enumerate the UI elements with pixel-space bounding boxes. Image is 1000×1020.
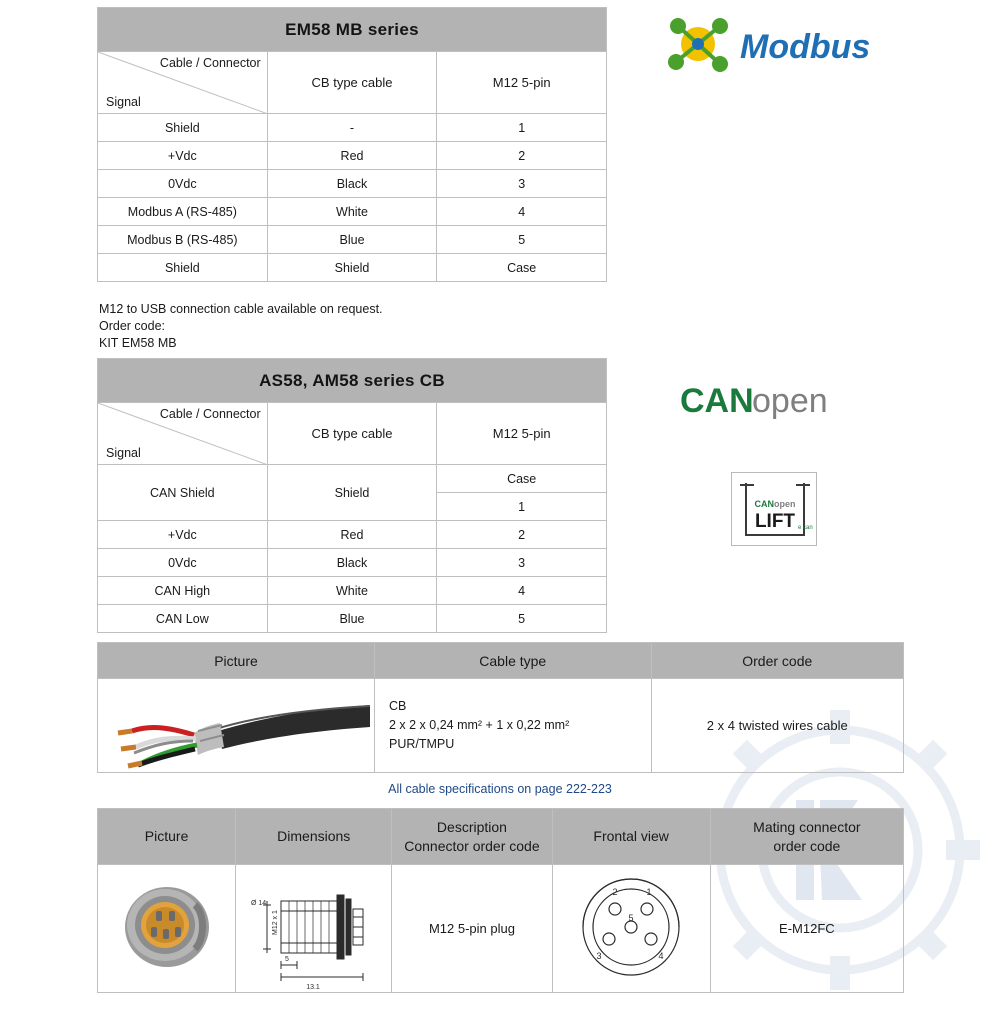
cell-signal: +Vdc <box>98 142 268 170</box>
pin-label-5: 5 <box>628 913 634 923</box>
cable-type-name: CB <box>388 699 407 713</box>
table-row <box>98 254 607 282</box>
cable-spec-reference: All cable specifications on page 222-223 <box>388 782 612 796</box>
connector-description: M12 5-pin plug <box>392 865 552 993</box>
table-row <box>98 465 607 493</box>
cable-type-cell <box>374 679 651 773</box>
svg-text:LIFT: LIFT <box>754 511 796 532</box>
cell-signal: CAN High <box>98 577 268 605</box>
connector-picture-cell <box>98 865 236 993</box>
cable-type-spec: 2 x 2 x 0,24 mm² + 1 x 0,22 mm² <box>388 718 570 732</box>
header-mating-line1: Mating connector <box>753 818 861 835</box>
cell-pin: 5 <box>437 605 607 633</box>
table-row <box>98 170 607 198</box>
cell-pin: 2 <box>437 521 607 549</box>
svg-text:CANopen: CANopen <box>754 499 796 509</box>
header-cb-type-cable: CB type cable <box>267 52 437 114</box>
connector-picture <box>99 865 235 989</box>
pin-label-1: 1 <box>646 887 652 897</box>
table-title-row <box>98 8 607 52</box>
header-mating-connector <box>710 809 903 865</box>
table-row <box>98 226 607 254</box>
note-line-2: Order code: <box>99 319 166 333</box>
cable-order-code: 2 x 4 twisted wires cable <box>651 679 903 773</box>
dimension-len-short-label: 5 <box>284 956 289 963</box>
table-row <box>98 577 607 605</box>
dimension-drawing <box>237 865 391 989</box>
header-description <box>392 809 552 865</box>
connector-table-row <box>98 865 904 993</box>
header-picture: Picture <box>98 809 236 865</box>
diagonal-label-cable-connector: Cable / Connector <box>159 407 261 421</box>
table-title: EM58 MB series <box>98 8 607 52</box>
cell-pin: 3 <box>437 170 607 198</box>
header-m12-5pin: M12 5-pin <box>437 52 607 114</box>
table-header-row <box>98 403 607 465</box>
pin-label-4: 4 <box>658 951 664 961</box>
signal-connector-diagonal-cell <box>98 403 268 465</box>
canopen-logo <box>680 378 880 422</box>
mating-connector-order-code: E-M12FC <box>710 865 903 993</box>
connector-frontal-view-cell <box>552 865 710 993</box>
cell-pin: Case <box>437 465 607 493</box>
dimension-thread-label: M12 x 1 <box>271 910 279 935</box>
header-cb-type-cable: CB type cable <box>267 403 437 465</box>
cell-pin: 5 <box>437 226 607 254</box>
header-m12-5pin: M12 5-pin <box>437 403 607 465</box>
usb-cable-note <box>99 301 383 352</box>
cell-pin: Case <box>437 254 607 282</box>
cell-cable: Red <box>267 521 437 549</box>
cable-picture-cell <box>98 679 375 773</box>
cable-picture <box>98 679 373 769</box>
header-dimensions: Dimensions <box>236 809 392 865</box>
cell-cable: Blue <box>267 226 437 254</box>
cell-pin: 2 <box>437 142 607 170</box>
cell-signal: CAN Low <box>98 605 268 633</box>
dimension-diameter-label: Ø 14 <box>250 900 266 907</box>
pin-label-2: 2 <box>612 887 618 897</box>
table-em58-mb <box>97 7 607 282</box>
header-order-code: Order code <box>651 643 903 679</box>
table-row <box>98 605 607 633</box>
cell-signal: Shield <box>98 114 268 142</box>
cell-cable: - <box>267 114 437 142</box>
table-row <box>98 549 607 577</box>
cell-pin: 3 <box>437 549 607 577</box>
cell-signal: CAN Shield <box>98 465 268 521</box>
connector-table-header-row <box>98 809 904 865</box>
cell-pin: 1 <box>437 114 607 142</box>
cell-cable: White <box>267 577 437 605</box>
cell-pin: 4 <box>437 577 607 605</box>
note-line-1: M12 to USB connection cable available on request. <box>99 302 383 316</box>
cell-signal: 0Vdc <box>98 549 268 577</box>
header-cable-type: Cable type <box>374 643 651 679</box>
cell-cable: Black <box>267 549 437 577</box>
diagonal-label-signal: Signal <box>106 446 141 460</box>
header-frontal-view: Frontal view <box>552 809 710 865</box>
table-connector <box>97 808 904 993</box>
canopen-can-text: CAN <box>680 382 754 420</box>
table-row <box>98 114 607 142</box>
modbus-wordmark: Modbus <box>740 28 871 66</box>
table-cable <box>97 642 904 773</box>
cell-cable: Black <box>267 170 437 198</box>
dimension-len-total-label: 13,1 <box>305 984 320 989</box>
table-row <box>98 142 607 170</box>
header-mating-line2: order code <box>773 837 841 854</box>
signal-connector-diagonal-cell <box>98 52 268 114</box>
canopen-open-text: open <box>752 382 828 420</box>
cell-signal: Modbus A (RS-485) <box>98 198 268 226</box>
pin-label-3: 3 <box>596 951 602 961</box>
header-description-line1: Description <box>436 818 507 835</box>
modbus-logo <box>668 14 898 76</box>
header-description-line2: Connector order code <box>404 837 540 854</box>
cell-cable: Blue <box>267 605 437 633</box>
canopen-lift-logo <box>731 472 817 546</box>
cell-signal: 0Vdc <box>98 170 268 198</box>
table-as58-am58-cb <box>97 358 607 633</box>
cell-signal: Modbus B (RS-485) <box>98 226 268 254</box>
svg-text:e can: e can <box>798 525 813 531</box>
cell-pin: 1 <box>437 493 607 521</box>
table-title: AS58, AM58 series CB <box>98 359 607 403</box>
cell-signal: Shield <box>98 254 268 282</box>
note-line-3: KIT EM58 MB <box>99 336 177 350</box>
diagonal-label-signal: Signal <box>106 95 141 109</box>
cable-type-material: PUR/TMPU <box>388 737 455 751</box>
header-picture: Picture <box>98 643 375 679</box>
table-row <box>98 198 607 226</box>
table-title-row <box>98 359 607 403</box>
diagonal-label-cable-connector: Cable / Connector <box>159 56 261 70</box>
cell-signal: +Vdc <box>98 521 268 549</box>
table-row <box>98 521 607 549</box>
cell-cable: Red <box>267 142 437 170</box>
frontal-view-drawing <box>553 865 709 989</box>
cell-cable: Shield <box>267 254 437 282</box>
cell-pin: 4 <box>437 198 607 226</box>
cable-table-header-row <box>98 643 904 679</box>
cable-table-row <box>98 679 904 773</box>
cell-cable: White <box>267 198 437 226</box>
cell-cable: Shield <box>267 465 437 521</box>
connector-dimensions-cell <box>236 865 392 993</box>
table-header-row <box>98 52 607 114</box>
